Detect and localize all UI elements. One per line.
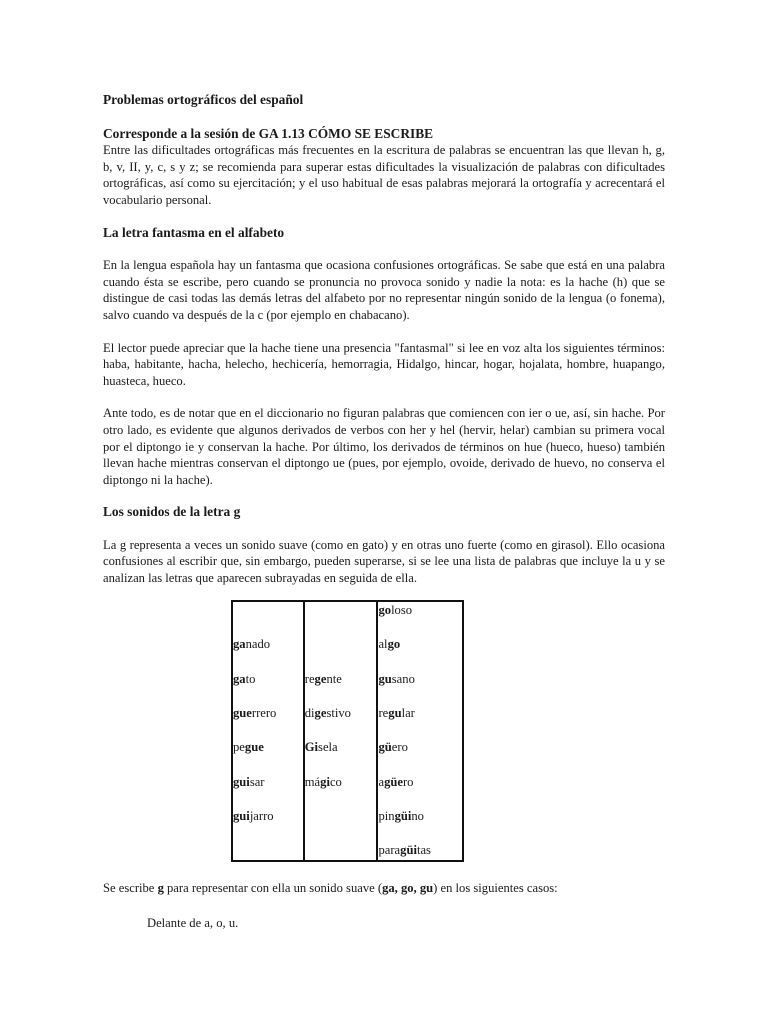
table-column-1	[232, 601, 304, 861]
section-h-paragraph-2: El lector puede apreciar que la hache tiene una presencia "fantasmal" si lee en voz alta los siguientes términos: haba, habitante, hacha, helecho, hechicería, hemorragia, Hidalgo, hincar, hogar, hojalata, hombre, huapango, huasteca, hueco.	[103, 340, 665, 388]
table-word: algo	[378, 637, 401, 651]
table-word: pingüino	[378, 809, 424, 823]
table-word: guijarro	[233, 809, 274, 823]
document-body	[103, 92, 665, 587]
table-word: agüero	[378, 775, 414, 789]
soft-g-rule-line: Se escribe g para representar con ella un sonido suave (ga, go, gu) en los siguientes casos:	[103, 881, 558, 895]
table-word: güero	[378, 740, 408, 754]
table-column-2	[304, 601, 378, 861]
section-h-heading: La letra fantasma en el alfabeto	[103, 224, 285, 240]
section-h-paragraph-1: En la lengua española hay un fantasma que ocasiona confusiones ortográficas. Se sabe que está en una palabra cuando ésta se escribe, pero cuando se pronuncia no provoca sonido y nadie la nota: es la hache (h) que se distingue de casi todas las demás letras del alfabeto por no representar ningún sonido de la lengua (o fonema), salvo cuando va después de la c (por ejemplo en chabacano).	[103, 258, 665, 322]
g-words-table	[231, 600, 464, 862]
table-word: guisar	[233, 775, 265, 789]
table-word: paragüitas	[378, 843, 431, 857]
table-word: gusano	[378, 672, 415, 686]
intro-paragraph: Entre las dificultades ortográficas más frecuentes en la escritura de palabras se encuentran las que llevan h, g, b, v, II, y, c, s y z; se recomienda para superar estas dificultades la visualización de palabras con dificultades ortográficas, así como su ejercitación; y el uso habitual de esas palabras mejorará la ortografía y acrecentará el vocabulario personal.	[103, 143, 665, 207]
document-title: Problemas ortográficos del español	[103, 92, 304, 107]
table-word: goloso	[378, 603, 413, 617]
table-word: regente	[304, 672, 342, 686]
table-word: regular	[378, 706, 415, 720]
table-column-3	[377, 601, 463, 861]
table-word: pegue	[233, 740, 264, 754]
table-word: guerrero	[233, 706, 277, 720]
section-h-paragraph-3: Ante todo, es de notar que en el diccionario no figuran palabras que comiencen con ier o ue, así, sin hache. Por otro lado, es evidente que algunos derivados de verbos con her y hel (hervir, helar) cambian su primera vocal por el diptongo ie y conservan la hache. Por último, los derivados de términos on hue (hueco, hueso) también llevan hache mientras conservan el diptongo ue (pues, por ejemplo, ovoide, derivado de huevo, no conserva el diptongo ni la hache).	[103, 406, 665, 487]
table-word: Gisela	[304, 740, 338, 754]
table-word: ganado	[233, 637, 271, 651]
rule-case-1: Delante de a, o, u.	[147, 916, 239, 930]
table-word: gato	[233, 672, 256, 686]
table-word: mágico	[304, 775, 342, 789]
session-heading: Corresponde a la sesión de GA 1.13 CÓMO SE ESCRIBE	[103, 125, 434, 141]
section-g-paragraph-1: La g representa a veces un sonido suave (como en gato) y en otras uno fuerte (como en girasol). Ello ocasiona confusiones al escribir que, sin embargo, pueden superarse, si se lee una lista de palabras que incluye la u y se analizan las letras que aparecen subrayadas en seguida de ella.	[103, 537, 665, 586]
section-g-heading: Los sonidos de la letra g	[103, 504, 241, 520]
table-word: digestivo	[304, 706, 351, 720]
